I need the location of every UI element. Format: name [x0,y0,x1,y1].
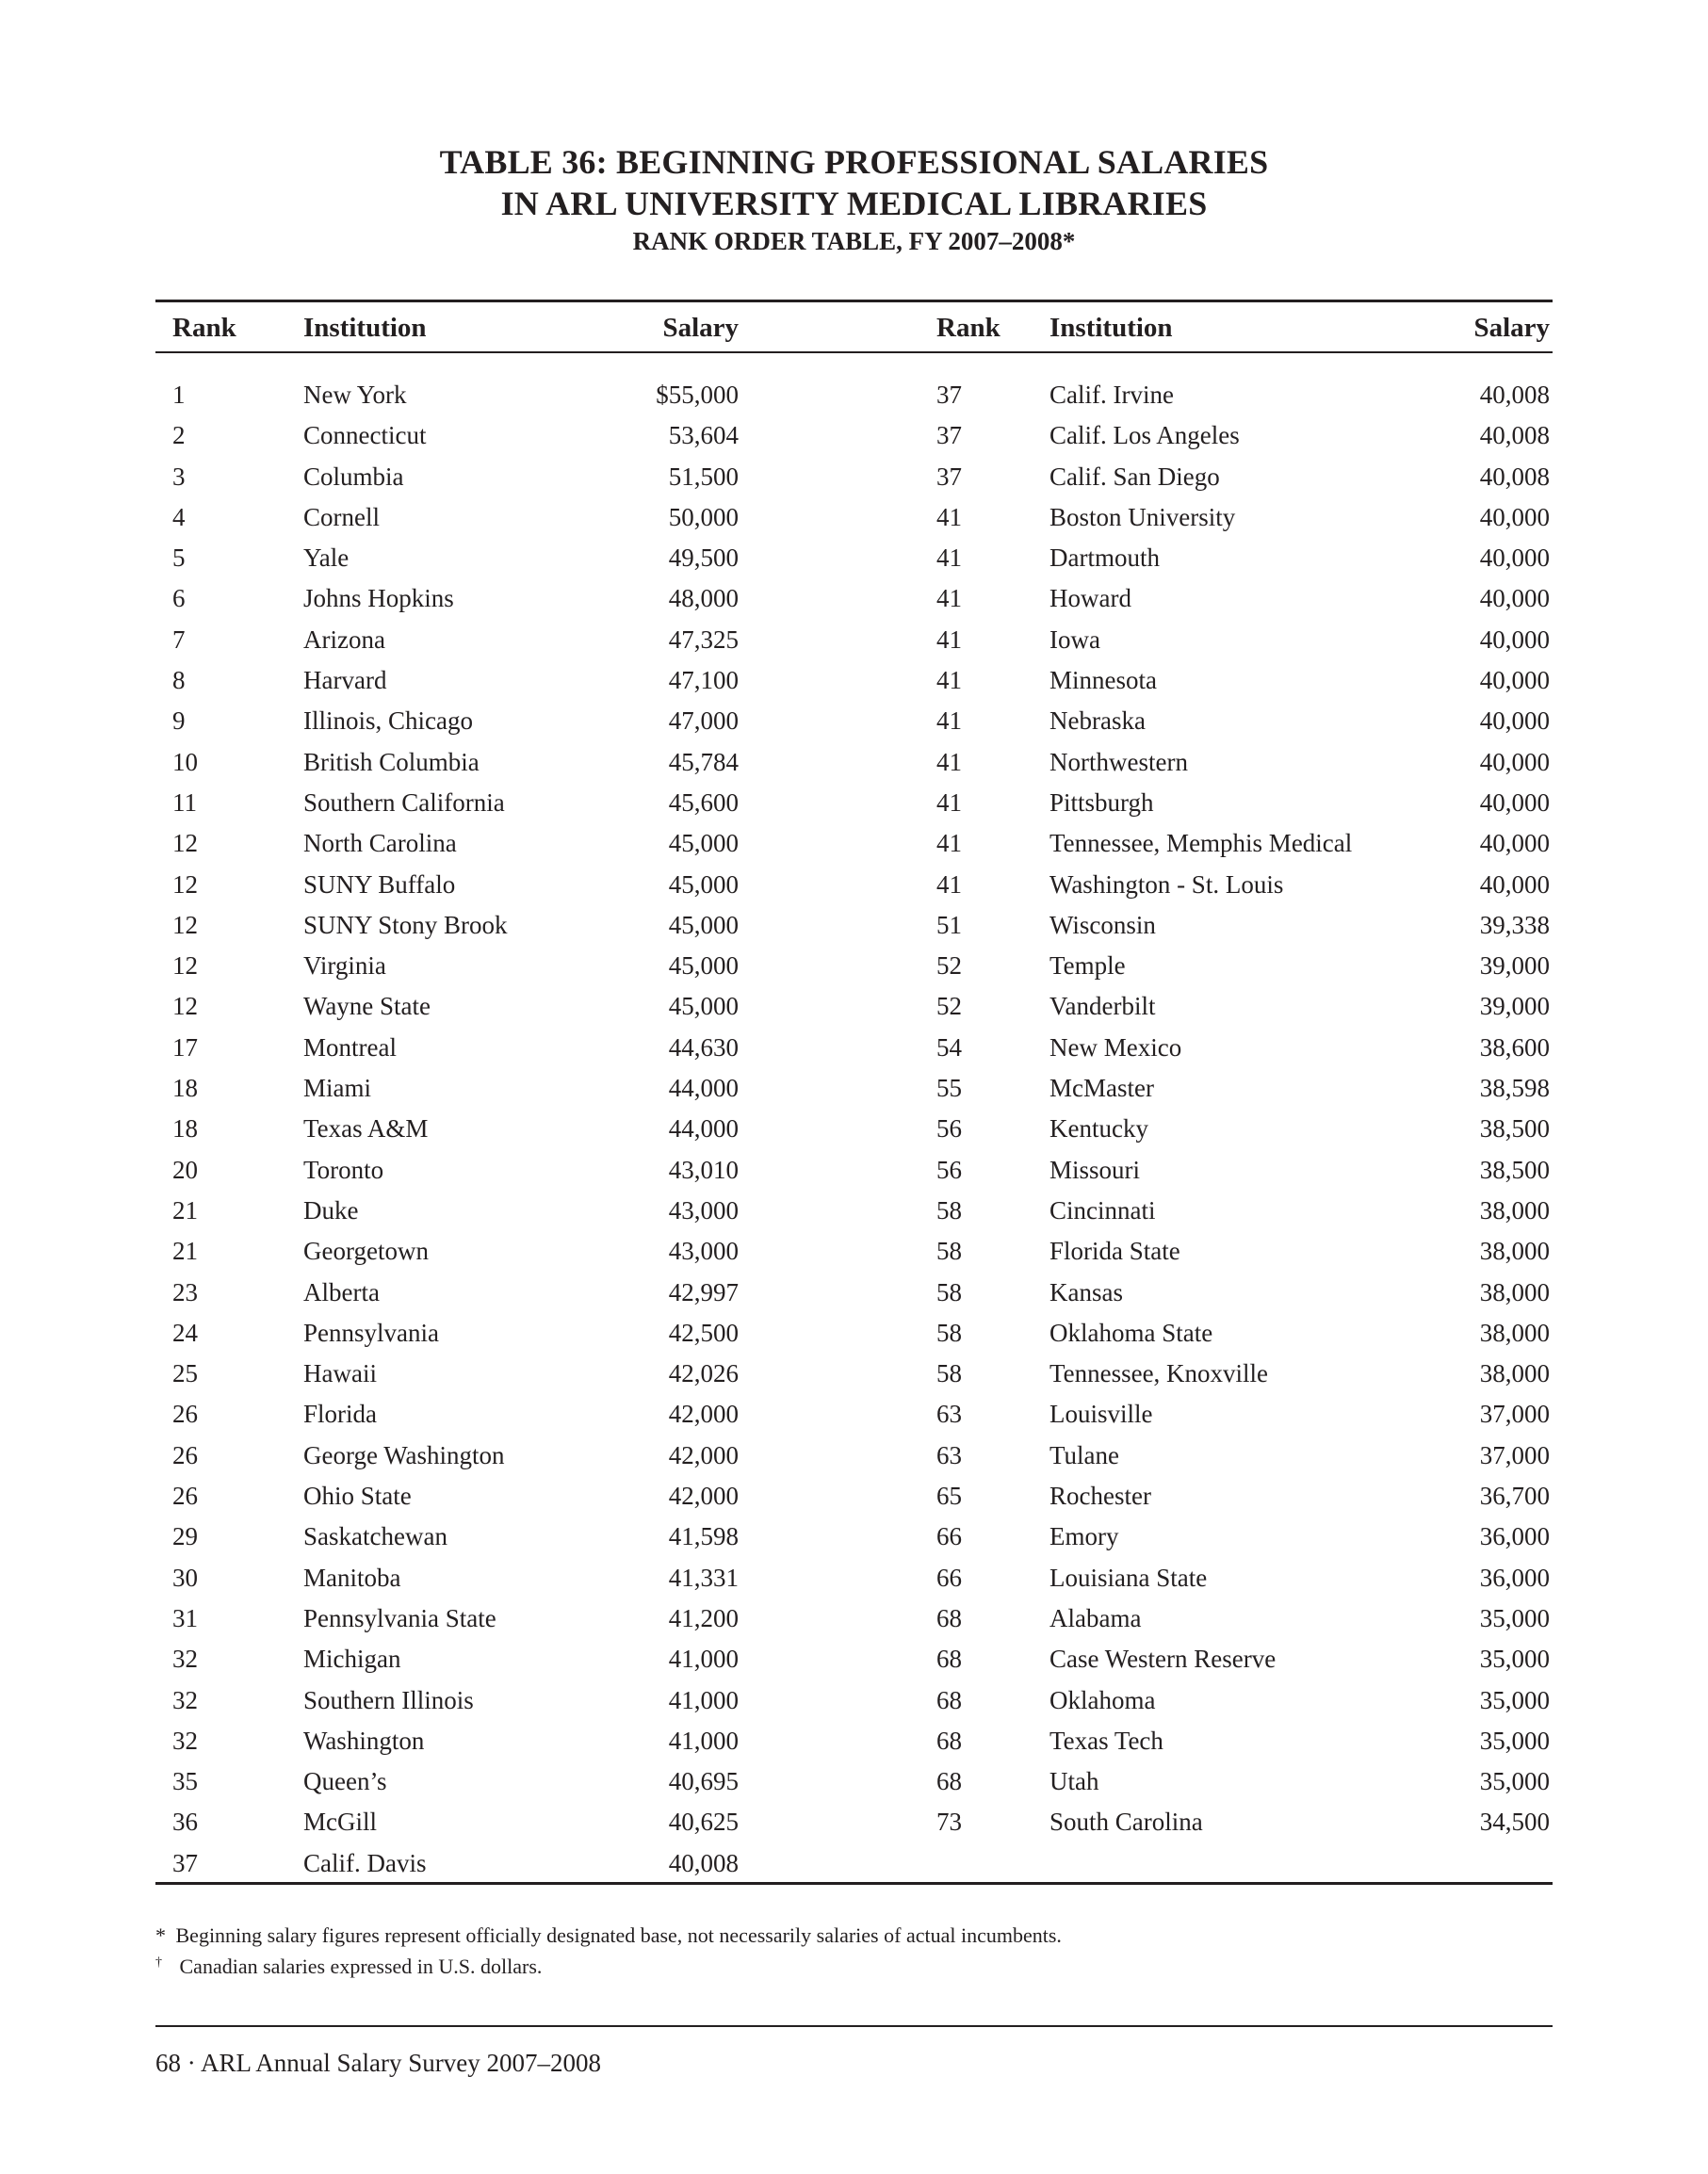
footnote-text: Canadian salaries expressed in U.S. dollars. [179,1955,543,1978]
salary-cell: 45,784 [668,747,739,776]
institution-cell: Emory [1049,1522,1119,1551]
rank-cell: 56 [936,1114,962,1144]
institution-cell: Oklahoma State [1049,1318,1213,1347]
institution-cell: British Columbia [303,747,480,776]
institution-cell: Saskatchewan [303,1522,447,1551]
table-row [0,1028,1708,1068]
table-row [0,578,1708,619]
salary-cell: 41,000 [668,1685,739,1714]
institution-cell: Yale [303,544,350,573]
salary-cell: 40,008 [1479,462,1550,491]
rank-cell: 66 [936,1522,962,1551]
salary-cell: 40,000 [1479,706,1550,736]
salary-cell: 40,625 [668,1808,739,1837]
salary-cell: 44,000 [668,1074,739,1103]
institution-cell: Tulane [1049,1440,1120,1469]
salary-cell: 40,000 [1479,625,1550,654]
institution-cell: Boston University [1049,502,1236,531]
table-row [0,1680,1708,1721]
salary-cell: 39,000 [1479,951,1550,981]
page-footer: 68 · ARL Annual Salary Survey 2007–2008 [155,2049,601,2077]
institution-cell: Cornell [303,502,380,531]
footnote-text: Beginning salary figures represent officially designated base, not necessarily salaries of actual incumbents. [175,1923,1062,1947]
rank-cell: 58 [936,1195,962,1225]
salary-cell: 38,000 [1479,1195,1550,1225]
rank-cell: 35 [172,1767,198,1796]
table-row [0,783,1708,823]
institution-cell: Howard [1049,584,1131,613]
institution-cell: Hawaii [303,1359,377,1388]
salary-cell: 45,000 [668,869,739,899]
table-top-rule [155,300,1553,302]
salary-cell: 38,000 [1479,1318,1550,1347]
rank-cell: 41 [936,666,962,695]
table-row [0,905,1708,946]
rank-cell: 6 [172,584,186,613]
rank-cell: 8 [172,666,186,695]
rank-header: Rank [172,313,236,343]
salary-cell: 37,000 [1479,1440,1550,1469]
institution-cell: Southern Illinois [303,1685,474,1714]
institution-cell: Northwestern [1049,747,1188,776]
rank-cell: 26 [172,1482,198,1511]
rank-cell: 37 [936,421,962,450]
salary-cell: 38,500 [1479,1155,1550,1184]
table-row [0,1068,1708,1109]
salary-cell: 45,000 [668,951,739,981]
institution-cell: New York [303,381,407,409]
rank-cell: 32 [172,1645,198,1674]
rank-cell: 63 [936,1400,962,1429]
footnote-dagger [155,1949,1553,1980]
rank-cell: 68 [936,1767,962,1796]
rank-cell: 66 [936,1563,962,1592]
rank-cell: 32 [172,1726,198,1755]
institution-cell: Kansas [1049,1277,1123,1306]
institution-cell: Louisville [1049,1400,1153,1429]
rank-cell: 18 [172,1114,198,1144]
salary-cell: 41,598 [668,1522,739,1551]
table-row [0,946,1708,986]
institution-cell: Calif. Irvine [1049,381,1174,409]
salary-cell: 41,000 [668,1645,739,1674]
table-row [0,1761,1708,1802]
table-row [0,1354,1708,1394]
salary-cell: 40,000 [1479,747,1550,776]
institution-cell: George Washington [303,1440,505,1469]
salary-cell: 38,000 [1479,1277,1550,1306]
rank-cell: 12 [172,869,198,899]
institution-cell: Calif. Los Angeles [1049,421,1240,450]
institution-cell: Columbia [303,462,404,491]
rank-cell: 52 [936,992,962,1021]
rank-cell: 26 [172,1400,198,1429]
rank-cell: 30 [172,1563,198,1592]
salary-cell: 48,000 [668,584,739,613]
salary-cell: 47,100 [668,666,739,695]
rank-cell: 37 [936,462,962,491]
institution-cell: Georgetown [303,1237,429,1266]
institution-cell: Pennsylvania State [303,1603,496,1632]
rank-cell: 32 [172,1685,198,1714]
salary-cell: 40,000 [1479,502,1550,531]
table-row [0,1639,1708,1679]
rank-cell: 24 [172,1318,198,1347]
institution-cell: Southern California [303,787,505,817]
rank-cell: 58 [936,1318,962,1347]
rank-cell: 41 [936,584,962,613]
table-row [0,497,1708,538]
rank-cell: 54 [936,1032,962,1062]
table-subtitle: RANK ORDER TABLE, FY 2007–2008* [632,227,1076,255]
table-row [0,1436,1708,1476]
institution-cell: Vanderbilt [1049,992,1156,1021]
rank-cell: 25 [172,1359,198,1388]
salary-cell: 40,008 [1479,421,1550,450]
rank-cell: 26 [172,1440,198,1469]
institution-cell: Louisiana State [1049,1563,1208,1592]
institution-cell: Illinois, Chicago [303,706,473,736]
institution-cell: Wisconsin [1049,910,1156,939]
salary-cell: $55,000 [656,381,739,409]
institution-cell: Oklahoma [1049,1685,1156,1714]
rank-cell: 58 [936,1359,962,1388]
salary-cell: 40,008 [1479,381,1550,409]
table-row [0,1598,1708,1639]
salary-cell: 35,000 [1479,1603,1550,1632]
salary-cell: 38,500 [1479,1114,1550,1144]
table-row [0,1843,1708,1884]
rank-cell: 68 [936,1603,962,1632]
institution-cell: Texas A&M [303,1114,429,1144]
salary-cell: 40,000 [1479,869,1550,899]
institution-cell: Florida [303,1400,377,1429]
rank-cell: 20 [172,1155,198,1184]
institution-cell: Calif. Davis [303,1848,427,1877]
institution-cell: Rochester [1049,1482,1151,1511]
rank-cell: 41 [936,706,962,736]
rank-cell: 37 [172,1848,198,1877]
table-row [0,660,1708,701]
rank-cell: 11 [172,787,197,817]
footnote-mark: † [155,1955,162,1970]
table-row [0,1394,1708,1435]
institution-cell: Pennsylvania [303,1318,439,1347]
institution-cell: Utah [1049,1767,1099,1796]
salary-cell: 35,000 [1479,1645,1550,1674]
table-row [0,1231,1708,1272]
rank-cell: 68 [936,1726,962,1755]
salary-header: Salary [662,313,739,343]
institution-cell: Tennessee, Knoxville [1049,1359,1269,1388]
institution-cell: Florida State [1049,1237,1180,1266]
table-row [0,1721,1708,1761]
table-title-line-1: TABLE 36: BEGINNING PROFESSIONAL SALARIES [439,143,1269,181]
salary-cell: 40,000 [1479,544,1550,573]
institution-cell: Alberta [303,1277,380,1306]
salary-cell: 36,000 [1479,1563,1550,1592]
table-row [0,1191,1708,1231]
institution-cell: Ohio State [303,1482,412,1511]
table-row [0,742,1708,783]
institution-cell: Johns Hopkins [303,584,454,613]
salary-cell: 40,000 [1479,829,1550,858]
institution-cell: McMaster [1049,1074,1154,1103]
salary-cell: 36,700 [1479,1482,1550,1511]
salary-cell: 34,500 [1479,1808,1550,1837]
table-row [0,1273,1708,1313]
salary-cell: 42,000 [668,1482,739,1511]
salary-cell: 42,000 [668,1400,739,1429]
institution-cell: Iowa [1049,625,1100,654]
table-title-line-2: IN ARL UNIVERSITY MEDICAL LIBRARIES [500,185,1208,222]
salary-cell: 43,010 [668,1155,739,1184]
salary-cell: 42,026 [668,1359,739,1388]
salary-cell: 47,325 [668,625,739,654]
rank-cell: 23 [172,1277,198,1306]
rank-cell: 73 [936,1808,962,1837]
salary-cell: 40,000 [1479,584,1550,613]
page-footer-rule [155,2025,1553,2027]
salary-cell: 42,500 [668,1318,739,1347]
rank-cell: 58 [936,1277,962,1306]
table-row [0,1109,1708,1149]
table-row [0,538,1708,578]
rank-cell: 36 [172,1808,198,1837]
footnote-asterisk [155,1922,1553,1949]
salary-cell: 49,500 [668,544,739,573]
institution-cell: Case Western Reserve [1049,1645,1277,1674]
salary-cell: 47,000 [668,706,739,736]
salary-cell: 51,500 [668,462,739,491]
salary-cell: 43,000 [668,1237,739,1266]
salary-cell: 36,000 [1479,1522,1550,1551]
rank-cell: 41 [936,747,962,776]
table-row [0,1558,1708,1598]
institution-cell: Washington [303,1726,425,1755]
rank-cell: 10 [172,747,198,776]
salary-cell: 38,598 [1479,1074,1550,1103]
salary-cell: 41,331 [668,1563,739,1592]
table-row [0,1802,1708,1842]
rank-cell: 68 [936,1645,962,1674]
rank-cell: 41 [936,787,962,817]
rank-cell: 12 [172,910,198,939]
rank-cell: 41 [936,502,962,531]
salary-cell: 50,000 [668,502,739,531]
rank-cell: 37 [936,381,962,409]
institution-cell: Washington - St. Louis [1049,869,1284,899]
rank-cell: 18 [172,1074,198,1103]
rank-cell: 63 [936,1440,962,1469]
institution-cell: Texas Tech [1049,1726,1163,1755]
salary-cell: 38,600 [1479,1032,1550,1062]
institution-header: Institution [303,313,427,343]
institution-cell: Wayne State [303,992,431,1021]
rank-cell: 21 [172,1237,198,1266]
salary-cell: 45,000 [668,992,739,1021]
salary-cell: 44,630 [668,1032,739,1062]
institution-cell: Harvard [303,666,387,695]
rank-cell: 51 [936,910,962,939]
rank-cell: 29 [172,1522,198,1551]
institution-cell: Toronto [303,1155,384,1184]
institution-cell: Duke [303,1195,359,1225]
rank-cell: 31 [172,1603,198,1632]
institution-cell: Miami [303,1074,371,1103]
institution-cell: Michigan [303,1645,401,1674]
rank-cell: 52 [936,951,962,981]
institution-cell: SUNY Stony Brook [303,910,508,939]
institution-cell: Temple [1049,951,1126,981]
salary-cell: 45,000 [668,910,739,939]
rank-cell: 21 [172,1195,198,1225]
institution-cell: Nebraska [1049,706,1146,736]
salary-cell: 39,000 [1479,992,1550,1021]
institution-cell: Kentucky [1049,1114,1148,1144]
institution-cell: Missouri [1049,1155,1141,1184]
institution-cell: McGill [303,1808,377,1837]
salary-cell: 38,000 [1479,1359,1550,1388]
rank-cell: 68 [936,1685,962,1714]
rank-cell: 55 [936,1074,962,1103]
institution-cell: New Mexico [1049,1032,1182,1062]
table-row [0,701,1708,741]
rank-cell: 1 [172,381,186,409]
table-row [0,823,1708,864]
salary-cell: 53,604 [668,421,739,450]
salary-cell: 40,695 [668,1767,739,1796]
institution-cell: Pittsburgh [1049,787,1154,817]
table-row [0,1476,1708,1517]
institution-cell: North Carolina [303,829,457,858]
rank-cell: 41 [936,829,962,858]
rank-cell: 12 [172,829,198,858]
institution-cell: Minnesota [1049,666,1157,695]
table-row [0,375,1708,415]
institution-cell: Montreal [303,1032,397,1062]
footnote-mark: * [155,1923,166,1947]
salary-cell: 40,000 [1479,787,1550,817]
rank-cell: 12 [172,951,198,981]
rank-cell: 65 [936,1482,962,1511]
salary-cell: 45,600 [668,787,739,817]
salary-cell: 41,200 [668,1603,739,1632]
rank-cell: 56 [936,1155,962,1184]
rank-cell: 41 [936,544,962,573]
salary-cell: 44,000 [668,1114,739,1144]
salary-cell: 35,000 [1479,1726,1550,1755]
salary-cell: 40,008 [668,1848,739,1877]
rank-cell: 7 [172,625,186,654]
rank-cell: 12 [172,992,198,1021]
institution-header: Institution [1049,313,1173,343]
table-row [0,1150,1708,1191]
institution-cell: Dartmouth [1049,544,1160,573]
table-row [0,620,1708,660]
footnotes [155,1922,1553,1980]
rank-cell: 5 [172,544,186,573]
rank-cell: 41 [936,869,962,899]
salary-header: Salary [1473,313,1550,343]
institution-cell: South Carolina [1049,1808,1203,1837]
institution-cell: Virginia [303,951,386,981]
table-row [0,865,1708,905]
salary-cell: 45,000 [668,829,739,858]
rank-cell: 2 [172,421,186,450]
salary-cell: 41,000 [668,1726,739,1755]
table-row [0,986,1708,1027]
rank-header: Rank [936,313,1000,343]
salary-cell: 35,000 [1479,1685,1550,1714]
salary-cell: 38,000 [1479,1237,1550,1266]
salary-cell: 37,000 [1479,1400,1550,1429]
rank-cell: 41 [936,625,962,654]
table-row [0,457,1708,497]
rank-cell: 17 [172,1032,198,1062]
institution-cell: Arizona [303,625,385,654]
table-row [0,1313,1708,1354]
rank-cell: 4 [172,502,186,531]
right-table-body [0,375,1708,1843]
salary-cell: 42,000 [668,1440,739,1469]
table-row [0,415,1708,456]
rank-cell: 58 [936,1237,962,1266]
institution-cell: Queen’s [303,1767,387,1796]
salary-cell: 42,997 [668,1277,739,1306]
institution-cell: SUNY Buffalo [303,869,456,899]
institution-cell: Manitoba [303,1563,401,1592]
institution-cell: Connecticut [303,421,427,450]
institution-cell: Cincinnati [1049,1195,1156,1225]
rank-cell: 3 [172,462,186,491]
table-row [0,1517,1708,1557]
rank-cell: 9 [172,706,186,736]
institution-cell: Calif. San Diego [1049,462,1220,491]
salary-cell: 43,000 [668,1195,739,1225]
salary-cell: 39,338 [1479,910,1550,939]
salary-cell: 40,000 [1479,666,1550,695]
institution-cell: Tennessee, Memphis Medical [1049,829,1353,858]
table-header-rule [155,351,1553,353]
institution-cell: Alabama [1049,1603,1142,1632]
right-column-header [0,307,1708,349]
table-title-block [0,141,1708,258]
salary-cell: 35,000 [1479,1767,1550,1796]
table-bottom-rule [155,1882,1553,1885]
